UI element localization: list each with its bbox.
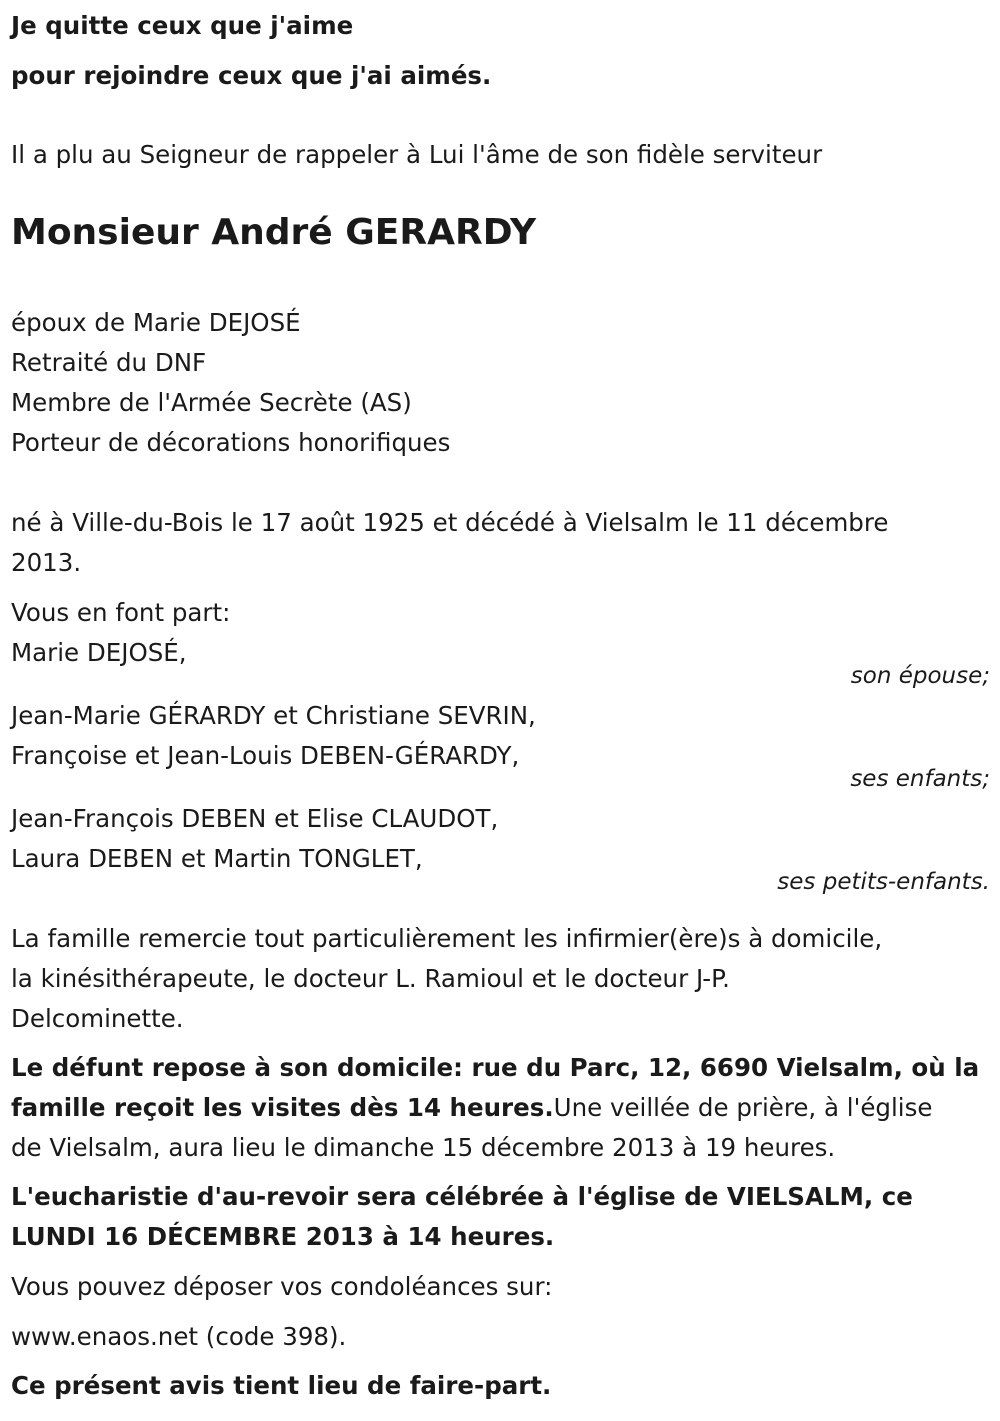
wake-line-1: Le défunt repose à son domicile: rue du Parc, 12, 6690 Vielsalm, où la	[11, 1053, 980, 1082]
grandchild-line-2: Laura DEBEN et Martin TONGLET,	[11, 844, 423, 873]
child-line-2: Françoise et Jean-Louis DEBEN-GÉRARDY,	[11, 741, 520, 770]
spouse-name: Marie DEJOSÉ,	[11, 638, 187, 667]
detail-decorations: Porteur de décorations honorifiques	[11, 428, 451, 457]
child-line-1: Jean-Marie GÉRARDY et Christiane SEVRIN,	[11, 701, 536, 730]
epigraph-line-1: Je quitte ceux que j'aime	[11, 11, 354, 40]
condolences-site: www.enaos.net (code 398).	[11, 1322, 347, 1351]
deceased-name: Monsieur André GERARDY	[11, 212, 537, 253]
mass-line-2: LUNDI 16 DÉCEMBRE 2013 à 14 heures.	[11, 1222, 555, 1251]
announcers-intro: Vous en font part:	[11, 598, 231, 627]
closing-note: Ce présent avis tient lieu de faire-part.	[11, 1371, 552, 1400]
wake-line-2	[11, 1093, 933, 1122]
detail-retired: Retraité du DNF	[11, 348, 207, 377]
spouse-role: son épouse;	[850, 663, 990, 689]
wake-vigil-text: Une veillée de prière, à l'église	[553, 1093, 933, 1122]
mass-line-1: L'eucharistie d'au-revoir sera célébrée à l'église de VIELSALM, ce	[11, 1182, 913, 1211]
epigraph-line-2: pour rejoindre ceux que j'ai aimés.	[11, 61, 492, 90]
grandchild-line-1: Jean-François DEBEN et Elise CLAUDOT,	[11, 804, 499, 833]
thanks-line-1: La famille remercie tout particulièrement les infirmier(ère)s à domicile,	[11, 924, 883, 953]
wake-line-3: de Vielsalm, aura lieu le dimanche 15 décembre 2013 à 19 heures.	[11, 1133, 836, 1162]
thanks-line-3: Delcominette.	[11, 1004, 184, 1033]
intro-text: Il a plu au Seigneur de rappeler à Lui l'âme de son fidèle serviteur	[11, 140, 823, 169]
birth-death-line-2: 2013.	[11, 548, 82, 577]
thanks-line-2: la kinésithérapeute, le docteur L. Ramioul et le docteur J-P.	[11, 964, 730, 993]
birth-death-line-1: né à Ville-du-Bois le 17 août 1925 et décédé à Vielsalm le 11 décembre	[11, 508, 889, 537]
wake-visits-bold: famille reçoit les visites dès 14 heures.	[11, 1093, 554, 1122]
grandchildren-role: ses petits-enfants.	[777, 869, 990, 895]
children-role: ses enfants;	[850, 766, 990, 792]
detail-member: Membre de l'Armée Secrète (AS)	[11, 388, 412, 417]
condolences-intro: Vous pouvez déposer vos condoléances sur:	[11, 1272, 553, 1301]
detail-spouse: époux de Marie DEJOSÉ	[11, 308, 301, 337]
